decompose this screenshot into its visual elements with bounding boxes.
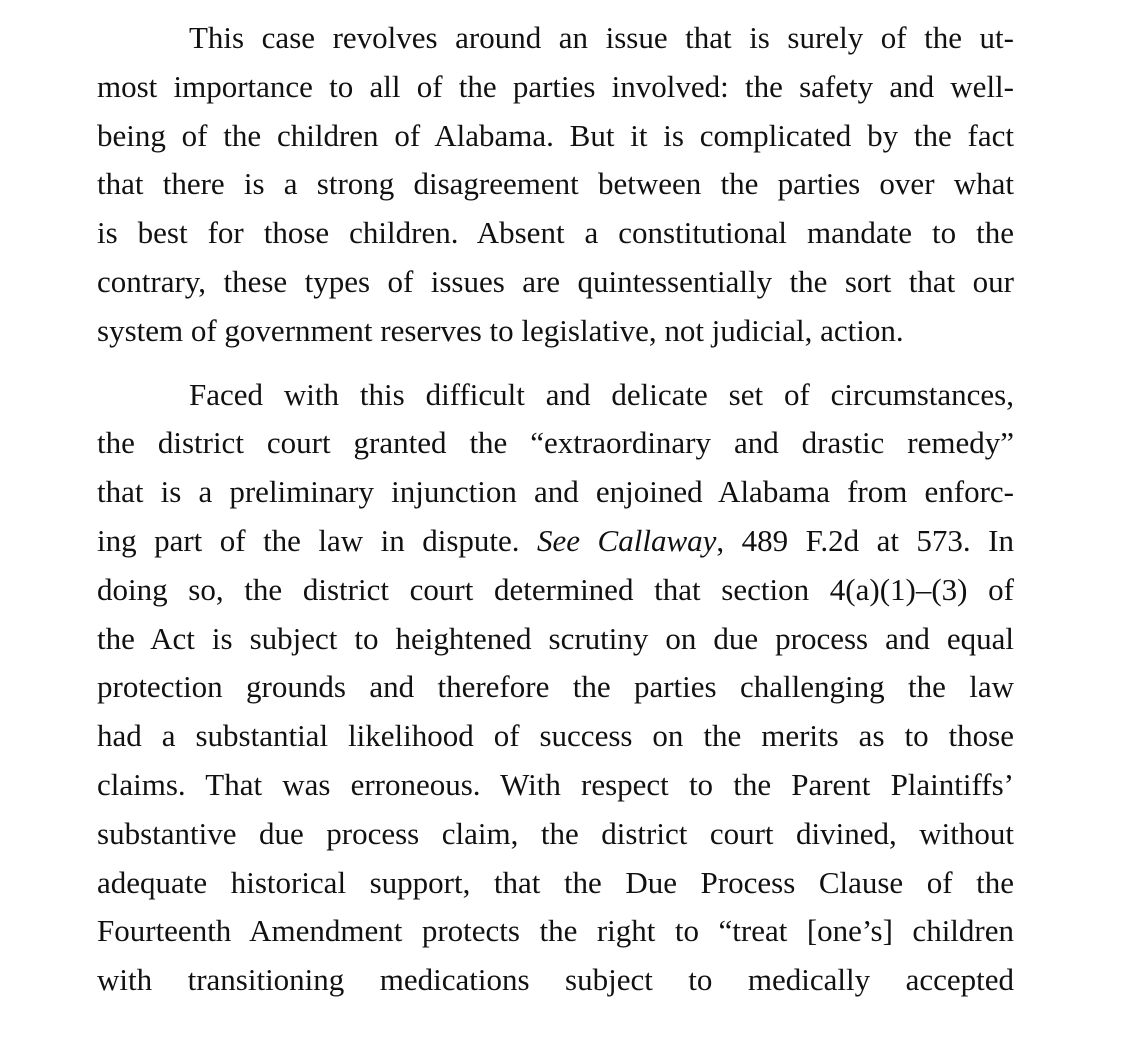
text-line: the Act is subject to heightened scrutiny on due process and equal bbox=[97, 620, 1014, 656]
text-line: most importance to all of the parties involved: the safety and well- bbox=[97, 68, 1014, 104]
text-line: Faced with this difficult and delicate set of circumstances, bbox=[189, 376, 1014, 412]
paragraph-2 bbox=[97, 371, 1014, 1005]
text-line: with transitioning medications subject to medically accepted bbox=[97, 962, 1014, 998]
text-line: had a substantial likelihood of success on the merits as to those bbox=[97, 718, 1014, 754]
text-line: system of government reserves to legislative, not judicial, action. bbox=[97, 312, 904, 348]
text-line: protection grounds and therefore the parties challenging the law bbox=[97, 669, 1014, 705]
text-line: This case revolves around an issue that is surely of the ut- bbox=[189, 20, 1014, 55]
text-line-citation bbox=[97, 517, 1014, 566]
text-line: Fourteenth Amendment protects the right to “treat [one’s] children bbox=[97, 913, 1014, 949]
text-line: the district court granted the “extraordinary and drastic remedy” bbox=[97, 425, 1014, 461]
citation-signal: See bbox=[537, 522, 581, 558]
text-line: doing so, the district court determined that section 4(a)(1)–(3) of bbox=[97, 571, 1014, 607]
text-line: contrary, these types of issues are quintessentially the sort that our bbox=[97, 263, 1014, 299]
citation-reference: , 489 F.2d at 573. In bbox=[716, 522, 1014, 558]
text-line: being of the children of Alabama. But it is complicated by the fact bbox=[97, 117, 1014, 153]
text-segment: ing part of the law in dispute. bbox=[97, 522, 538, 558]
document-page bbox=[97, 14, 1014, 1005]
citation-case-name: Callaway bbox=[597, 522, 717, 558]
text-line: substantive due process claim, the district court divined, without bbox=[97, 815, 1014, 851]
paragraph-1 bbox=[97, 14, 1014, 356]
text-line: is best for those children. Absent a constitutional mandate to the bbox=[97, 215, 1014, 251]
text-line: that there is a strong disagreement between the parties over what bbox=[97, 166, 1014, 202]
text-line: that is a preliminary injunction and enjoined Alabama from enforc- bbox=[97, 474, 1014, 510]
text-line: claims. That was erroneous. With respect to the Parent Plaintiffs’ bbox=[97, 766, 1014, 802]
text-line: adequate historical support, that the Due Process Clause of the bbox=[97, 864, 1014, 900]
